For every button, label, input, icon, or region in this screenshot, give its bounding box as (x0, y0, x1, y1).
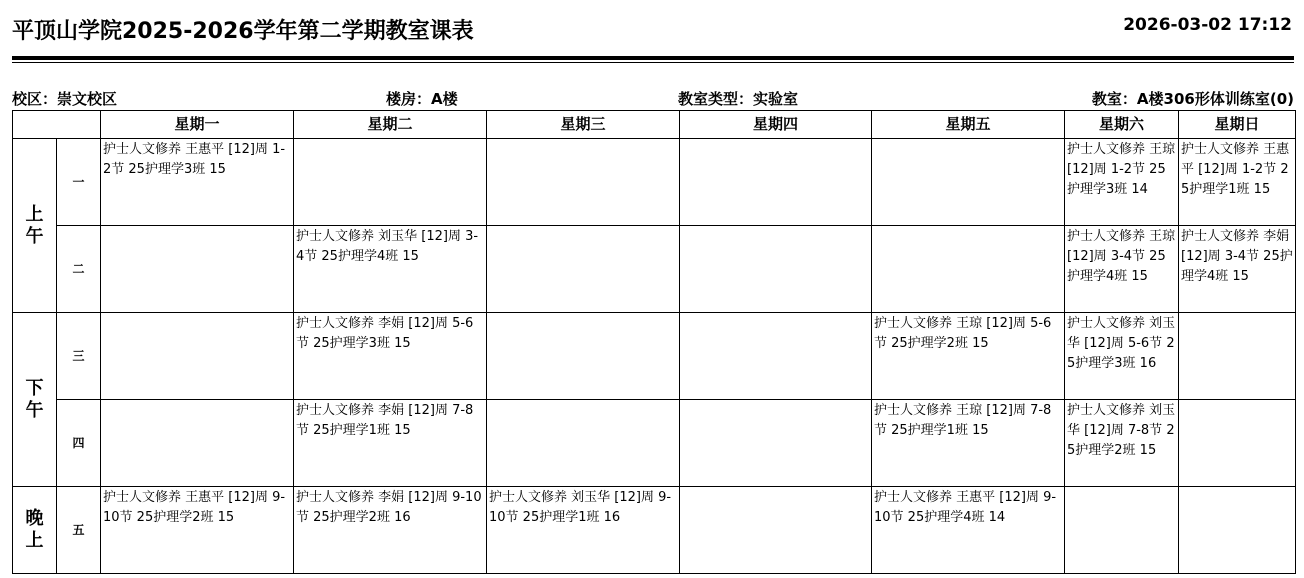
class-cell (1179, 139, 1296, 226)
header-rule-thick (12, 56, 1294, 60)
class-cell (872, 487, 1065, 574)
class-cell (680, 226, 872, 313)
class-cell (101, 487, 294, 574)
header-rule-thin (12, 62, 1294, 63)
day-header: 星期二 (294, 111, 487, 139)
class-cell (487, 487, 680, 574)
timetable (12, 110, 1296, 574)
class-entry (680, 313, 871, 315)
day-header: 星期一 (101, 111, 294, 139)
class-cell (101, 226, 294, 313)
class-entry (680, 400, 871, 402)
class-cell (1065, 487, 1179, 574)
class-entry: 护士人文修养 李娟 [12]周 7-8节 25护理学1班 15 (296, 403, 474, 438)
class-entry: 护士人文修养 刘玉华 [12]周 7-8节 25护理学2班 15 (1067, 403, 1176, 458)
class-cell (872, 313, 1065, 400)
class-entry (487, 313, 679, 315)
period-afternoon (13, 313, 57, 487)
day-header: 星期六 (1065, 111, 1179, 139)
class-entry (294, 139, 486, 141)
class-entry: 护士人文修养 王惠平 [12]周 1-2节 25护理学1班 15 (1181, 142, 1290, 197)
class-entry (872, 139, 1064, 141)
class-entry: 护士人文修养 王惠平 [12]周 9-10节 25护理学2班 15 (103, 490, 286, 525)
timetable-row (13, 400, 1296, 487)
period-label: 晚上 (25, 508, 44, 551)
day-header: 星期五 (872, 111, 1065, 139)
class-cell (101, 313, 294, 400)
class-cell (680, 487, 872, 574)
class-cell (872, 226, 1065, 313)
class-cell (294, 487, 487, 574)
day-header: 星期四 (680, 111, 872, 139)
class-entry: 护士人文修养 李娟 [12]周 5-6节 25护理学3班 15 (296, 316, 474, 351)
class-cell (294, 139, 487, 226)
timetable-row (13, 139, 1296, 226)
class-cell (487, 226, 680, 313)
room-type-label: 教室类型：实验室 (678, 90, 799, 108)
session-label: 一 (57, 139, 101, 226)
corner-cell (13, 111, 101, 139)
session-label: 四 (57, 400, 101, 487)
class-entry (101, 400, 293, 402)
campus-label: 校区：崇文校区 (12, 90, 118, 108)
room-label: 教室：A楼306形体训练室(0) (1091, 90, 1294, 108)
class-entry: 护士人文修养 王琼 [12]周 3-4节 25护理学4班 15 (1067, 229, 1176, 284)
period-label: 下午 (25, 377, 44, 421)
class-entry: 护士人文修养 李娟 [12]周 3-4节 25护理学4班 15 (1181, 229, 1293, 284)
session-label: 五 (57, 487, 101, 574)
class-cell (294, 313, 487, 400)
class-cell (680, 313, 872, 400)
class-entry: 护士人文修养 王琼 [12]周 7-8节 25护理学1班 15 (874, 403, 1052, 438)
class-entry (487, 139, 679, 141)
day-header: 星期三 (487, 111, 680, 139)
timetable-row (13, 226, 1296, 313)
class-entry: 护士人文修养 王惠平 [12]周 9-10节 25护理学4班 14 (874, 490, 1057, 525)
day-header: 星期日 (1179, 111, 1296, 139)
class-entry: 护士人文修养 刘玉华 [12]周 5-6节 25护理学3班 16 (1067, 316, 1176, 371)
class-entry (487, 226, 679, 228)
page-title: 平顶山学院2025-2026学年第二学期教室课表 (12, 19, 474, 44)
period-evening (13, 487, 57, 574)
class-entry (101, 226, 293, 228)
class-entry (680, 487, 871, 489)
class-cell (1065, 139, 1179, 226)
class-cell (294, 400, 487, 487)
class-cell (680, 139, 872, 226)
class-cell (1179, 226, 1296, 313)
class-entry: 护士人文修养 刘玉华 [12]周 9-10节 25护理学1班 16 (489, 490, 672, 525)
session-label: 三 (57, 313, 101, 400)
class-cell (1179, 487, 1296, 574)
period-label: 上午 (25, 203, 44, 247)
class-entry (101, 313, 293, 315)
class-cell (1179, 313, 1296, 400)
class-entry: 护士人文修养 王惠平 [12]周 1-2节 25护理学3班 15 (103, 142, 286, 177)
building-label: 楼房：A楼 (386, 90, 458, 108)
timetable-row (13, 487, 1296, 574)
class-entry: 护士人文修养 李娟 [12]周 9-10节 25护理学2班 16 (296, 490, 482, 525)
class-cell (1065, 313, 1179, 400)
class-entry (1179, 400, 1295, 402)
class-entry (680, 226, 871, 228)
class-entry (680, 139, 871, 141)
class-cell (294, 226, 487, 313)
session-label: 二 (57, 226, 101, 313)
class-cell (1065, 400, 1179, 487)
class-cell (872, 400, 1065, 487)
class-cell (101, 400, 294, 487)
class-entry: 护士人文修养 王琼 [12]周 5-6节 25护理学2班 15 (874, 316, 1052, 351)
class-entry (487, 400, 679, 402)
class-entry (1065, 487, 1178, 489)
print-datetime: 2026-03-02 17:12 (1123, 15, 1292, 35)
class-entry: 护士人文修养 王琼 [12]周 1-2节 25护理学3班 14 (1067, 142, 1176, 197)
class-cell (487, 313, 680, 400)
class-cell (101, 139, 294, 226)
class-cell (1179, 400, 1296, 487)
class-cell (1065, 226, 1179, 313)
class-cell (680, 400, 872, 487)
class-entry (1179, 313, 1295, 315)
class-cell (872, 139, 1065, 226)
class-entry (872, 226, 1064, 228)
timetable-row (13, 313, 1296, 400)
timetable-header-row (13, 111, 1296, 139)
class-entry (1179, 487, 1295, 489)
class-entry: 护士人文修养 刘玉华 [12]周 3-4节 25护理学4班 15 (296, 229, 479, 264)
class-cell (487, 400, 680, 487)
class-cell (487, 139, 680, 226)
period-morning (13, 139, 57, 313)
